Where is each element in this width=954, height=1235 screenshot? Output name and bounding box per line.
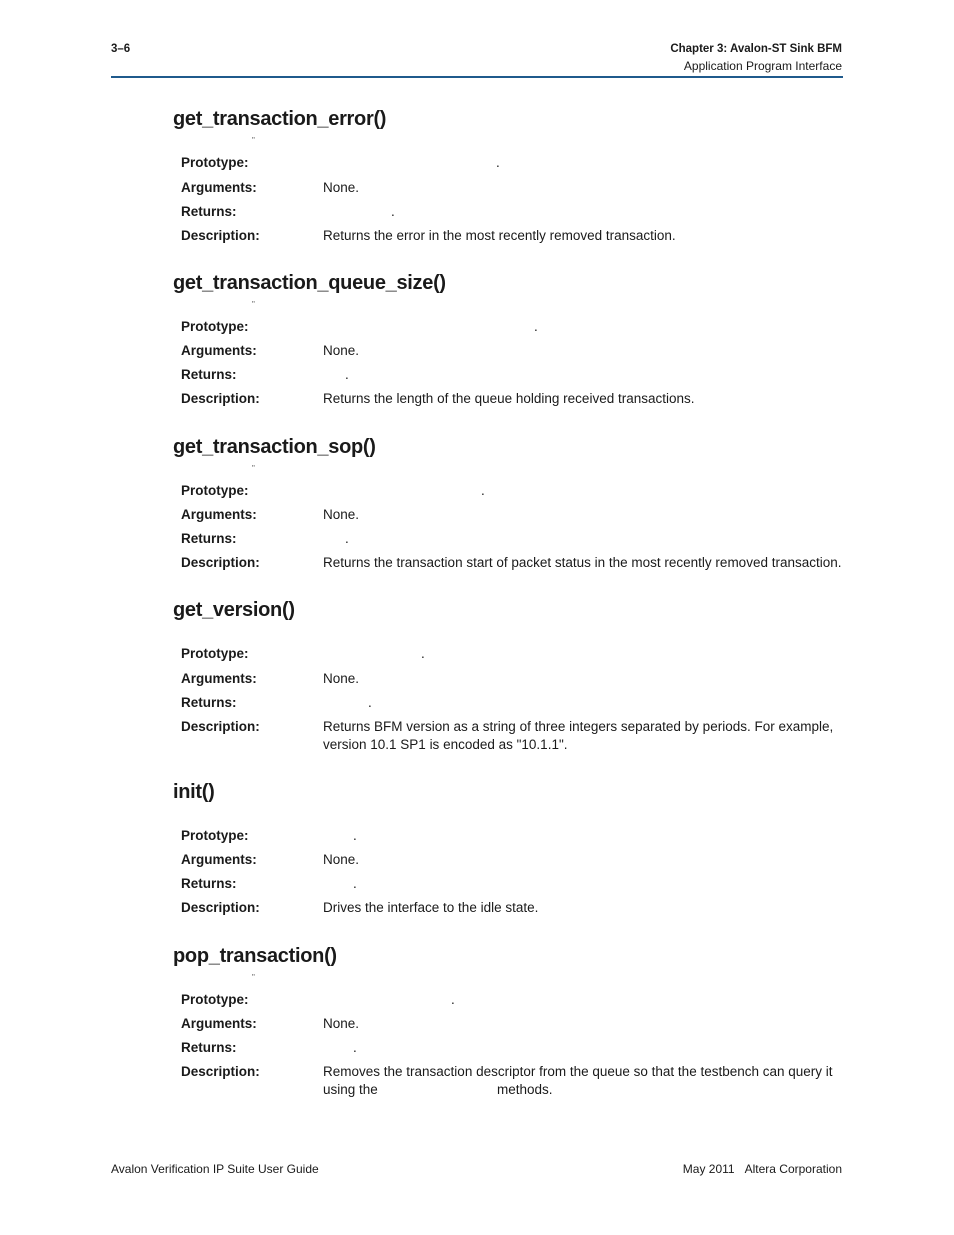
arguments-label: Arguments: — [181, 852, 257, 867]
description-label: Description: — [181, 719, 260, 734]
prototype-label: Prototype: — [181, 319, 249, 334]
section-heading: get_version() — [173, 599, 295, 621]
chapter-title: Chapter 3: Avalon-ST Sink BFM — [670, 43, 842, 55]
returns-label: Returns: — [181, 531, 237, 546]
section-mark: " — [252, 973, 255, 982]
footer-guide-title: Avalon Verification IP Suite User Guide — [111, 1162, 319, 1176]
prototype-value: . — [451, 992, 455, 1007]
section-title: Application Program Interface — [683, 59, 842, 73]
description-value-line2-end: methods. — [497, 1082, 553, 1097]
returns-label: Returns: — [181, 695, 237, 710]
header-rule — [111, 76, 843, 78]
footer-date: May 2011 — [682, 1162, 735, 1176]
section-heading: pop_transaction() — [173, 945, 337, 967]
returns-label: Returns: — [181, 1040, 237, 1055]
arguments-value: None. — [323, 507, 360, 522]
prototype-value: . — [496, 155, 500, 170]
arguments-label: Arguments: — [181, 180, 257, 195]
description-value-line1: Removes the transaction descriptor from the queue so that the testbench can query it — [323, 1064, 833, 1079]
description-label: Description: — [181, 900, 260, 915]
returns-value: . — [345, 531, 349, 546]
arguments-value: None. — [323, 852, 360, 867]
arguments-value: None. — [323, 671, 360, 686]
prototype-label: Prototype: — [181, 646, 249, 661]
description-value-line1: Returns BFM version as a string of three integers separated by periods. For example, — [323, 719, 834, 734]
returns-value: . — [353, 1040, 357, 1055]
arguments-value: None. — [323, 343, 360, 358]
description-label: Description: — [181, 228, 260, 243]
description-label: Description: — [181, 391, 260, 406]
arguments-label: Arguments: — [181, 343, 257, 358]
arguments-label: Arguments: — [181, 1016, 257, 1031]
section-mark: " — [252, 136, 255, 145]
returns-label: Returns: — [181, 367, 237, 382]
description-value: Returns the transaction start of packet status in the most recently removed transaction. — [323, 555, 842, 570]
returns-value: . — [391, 204, 395, 219]
arguments-label: Arguments: — [181, 671, 257, 686]
prototype-value: . — [421, 646, 425, 661]
page-number: 3–6 — [111, 43, 131, 55]
description-value: Returns the length of the queue holding received transactions. — [323, 391, 695, 406]
description-label: Description: — [181, 1064, 260, 1079]
section-mark: " — [252, 464, 255, 473]
prototype-value: . — [353, 828, 357, 843]
description-value: Drives the interface to the idle state. — [323, 900, 539, 915]
section-heading: get_transaction_queue_size() — [173, 272, 446, 294]
returns-label: Returns: — [181, 876, 237, 891]
returns-value: . — [368, 695, 372, 710]
arguments-label: Arguments: — [181, 507, 257, 522]
prototype-label: Prototype: — [181, 483, 249, 498]
prototype-value: . — [481, 483, 485, 498]
description-value-line2: version 10.1 SP1 is encoded as "10.1.1". — [323, 737, 568, 752]
section-heading: get_transaction_sop() — [173, 436, 376, 458]
returns-value: . — [353, 876, 357, 891]
returns-label: Returns: — [181, 204, 237, 219]
section-heading: init() — [173, 781, 215, 803]
arguments-value: None. — [323, 1016, 360, 1031]
prototype-value: . — [534, 319, 538, 334]
section-heading: get_transaction_error() — [173, 108, 387, 130]
prototype-label: Prototype: — [181, 828, 249, 843]
footer-meta — [683, 1162, 842, 1176]
description-label: Description: — [181, 555, 260, 570]
prototype-label: Prototype: — [181, 992, 249, 1007]
prototype-label: Prototype: — [181, 155, 249, 170]
section-mark: " — [252, 300, 255, 309]
returns-value: . — [345, 367, 349, 382]
footer-company: Altera Corporation — [744, 1162, 842, 1176]
description-value: Returns the error in the most recently removed transaction. — [323, 228, 676, 243]
description-value-line2-start: using the — [323, 1082, 378, 1097]
arguments-value: None. — [323, 180, 360, 195]
